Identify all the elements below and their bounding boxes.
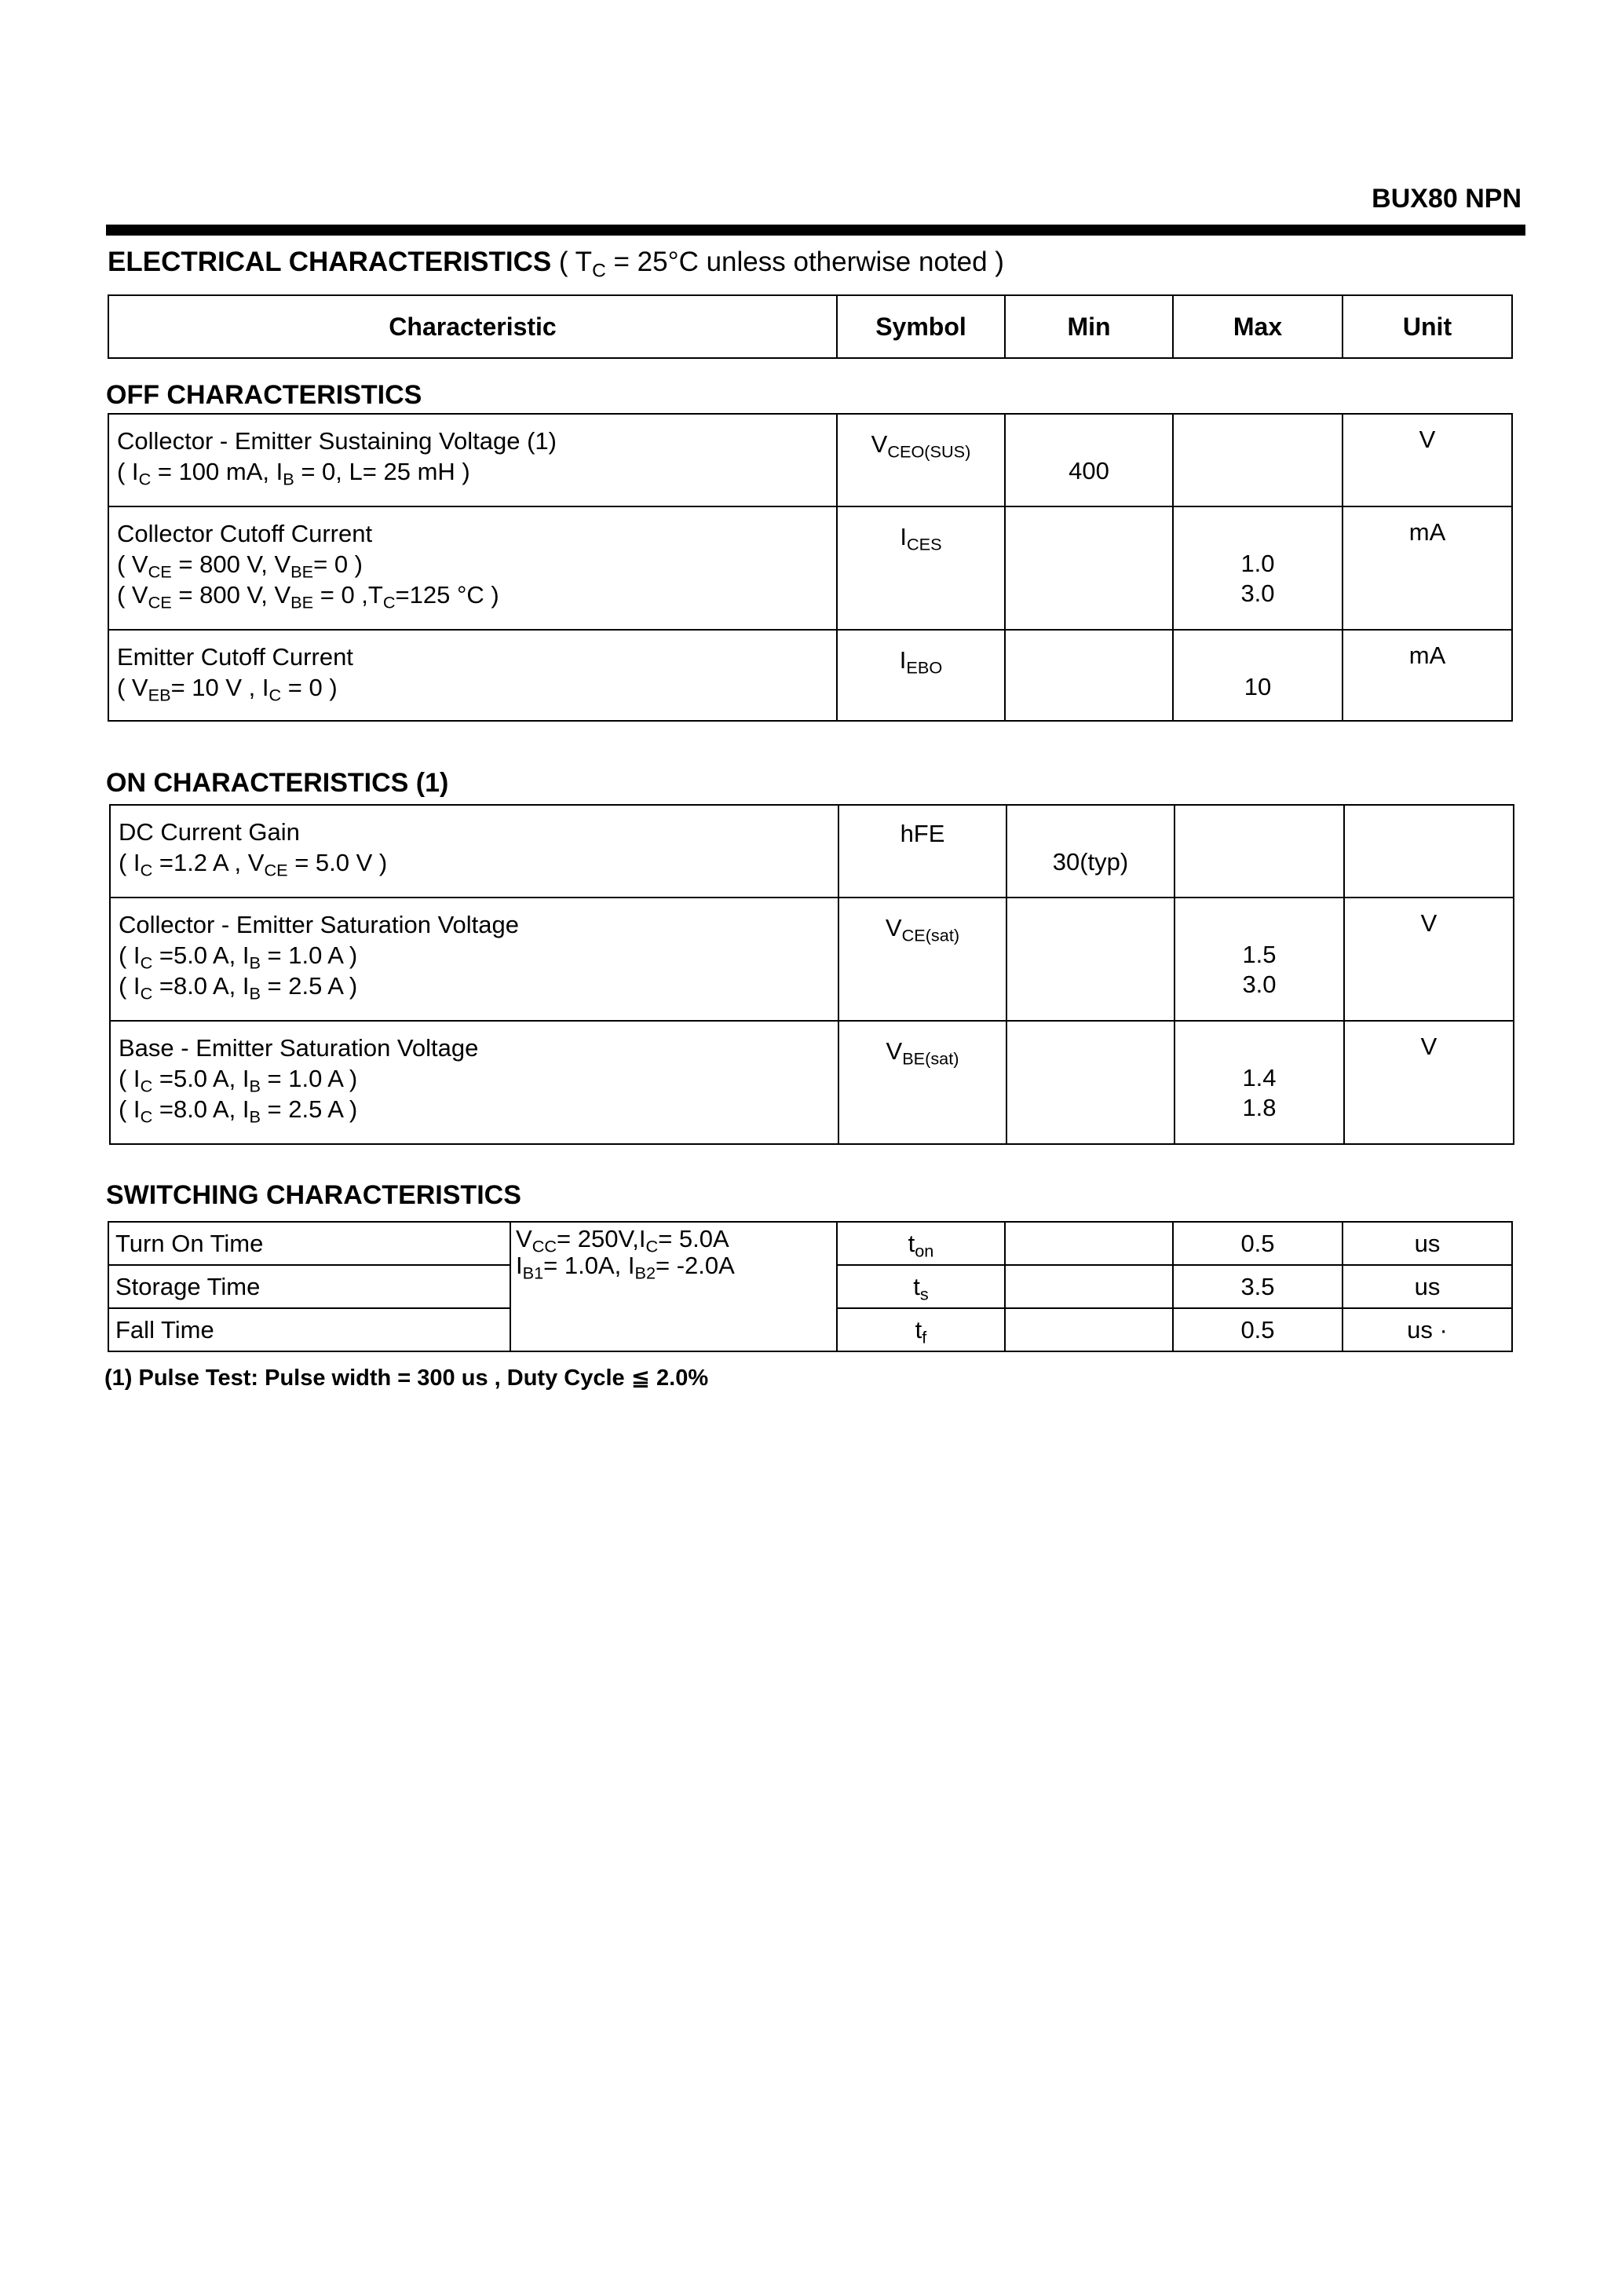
ices-condition-1: ( $V_{CE} = 800$ V, $V_{BE}= 0$ )	[117, 550, 363, 582]
column-header-table	[108, 294, 1513, 359]
switching-condition-2: $I_{B1}= 1.0A$, $I_{B2}= -2.0A$	[516, 1252, 735, 1283]
ices-condition-2: ( $V_{CE} = 800$ V, $V_{BE} = 0$ $,T_C=125$ °C )	[117, 581, 499, 612]
turn-on-time-max: 0.5	[1173, 1222, 1343, 1265]
iebo-symbol: $I_{EBO}$	[837, 630, 1005, 721]
vceo-unit: V	[1343, 414, 1512, 506]
vbesat-max-2: 1.8	[1242, 1094, 1277, 1121]
col-symbol: Symbol	[837, 295, 1005, 358]
vceo-name: Collector - Emitter Sustaining Voltage (1)	[117, 427, 557, 455]
iebo-max: 10	[1173, 630, 1343, 721]
vcesat-condition-1: ( $I_C =5.0$ A, $I_B = 1.0$ A )	[119, 941, 358, 973]
hfe-condition: ( $I_C =1.2$ A , $V_{CE} = 5.0$ V )	[119, 849, 388, 880]
on-characteristics-table	[109, 804, 1514, 1145]
vbesat-max-1: 1.4	[1242, 1064, 1277, 1091]
iebo-name: Emitter Cutoff Current	[117, 643, 353, 671]
turn-on-time-symbol: $t_{on}$	[837, 1222, 1005, 1265]
ices-max-2: 3.0	[1240, 579, 1275, 607]
table-row	[108, 414, 1512, 506]
table-row	[108, 630, 1512, 721]
vbesat-name: Base - Emitter Saturation Voltage	[119, 1034, 479, 1062]
turn-on-time-unit: us	[1343, 1222, 1512, 1265]
page-title	[108, 247, 1004, 282]
vceo-min: 400	[1005, 414, 1173, 506]
switching-characteristics-table	[108, 1221, 1513, 1352]
col-unit: Unit	[1343, 295, 1512, 358]
title-rest: = 25°C unless otherwise noted )	[605, 247, 1004, 277]
ices-name: Collector Cutoff Current	[117, 520, 373, 547]
vbesat-symbol: $V_{BE(sat)}$	[838, 1021, 1006, 1144]
vbesat-condition-2: ( $I_C =8.0$ A, $I_B = 2.5$ A )	[119, 1095, 358, 1127]
col-max: Max	[1173, 295, 1343, 358]
ices-symbol: $I_{CES}$	[837, 506, 1005, 630]
col-min: Min	[1005, 295, 1173, 358]
turn-on-time-label: Turn On Time	[108, 1222, 510, 1265]
table-row	[108, 506, 1512, 630]
vcesat-symbol: $V_{CE(sat)}$	[838, 898, 1006, 1021]
table-row	[110, 898, 1514, 1021]
col-characteristic: Characteristic	[108, 295, 837, 358]
ices-max-1: 1.0	[1240, 550, 1275, 577]
iebo-unit: mA	[1343, 630, 1512, 721]
vcesat-condition-2: ( $I_C =8.0$ A, $I_B = 2.5$ A )	[119, 972, 358, 1004]
footnote: (1) Pulse Test: Pulse width = 300 us , Duty Cycle ≦ 2.0%	[104, 1366, 709, 1391]
storage-time-unit: us	[1343, 1265, 1512, 1308]
vcesat-unit: V	[1344, 898, 1514, 1021]
part-number: BUX80 NPN	[1372, 184, 1522, 214]
vcesat-max-1: 1.5	[1242, 941, 1277, 968]
header-rule	[106, 225, 1525, 236]
vbesat-condition-1: ( $I_C =5.0$ A, $I_B = 1.0$ A )	[119, 1065, 358, 1096]
hfe-name: DC Current Gain	[119, 818, 300, 846]
fall-time-symbol: $t_f$	[837, 1308, 1005, 1351]
section-off: OFF CHARACTERISTICS	[106, 380, 422, 410]
fall-time-max: 0.5	[1173, 1308, 1343, 1351]
section-switching: SWITCHING CHARACTERISTICS	[106, 1180, 521, 1210]
hfe-min: 30(typ)	[1006, 805, 1174, 898]
section-on: ON CHARACTERISTICS (1)	[106, 768, 449, 798]
ices-unit: mA	[1343, 506, 1512, 630]
vbesat-unit: V	[1344, 1021, 1514, 1144]
title-open: ( T	[551, 247, 593, 277]
vceo-symbol: $V_{CEO(SUS)}$	[837, 414, 1005, 506]
storage-time-max: 3.5	[1173, 1265, 1343, 1308]
vcesat-name: Collector - Emitter Saturation Voltage	[119, 911, 520, 938]
hfe-symbol: hFE	[838, 805, 1006, 898]
title-sub: C	[592, 260, 606, 282]
iebo-condition: ( $V_{EB}= 10$ V , $I_C = 0$ )	[117, 674, 338, 705]
title-main: ELECTRICAL CHARACTERISTICS	[108, 247, 552, 277]
vceo-condition: ( $I_C = 100$ mA, $I_B = 0$, L= 25 mH )	[117, 458, 470, 489]
off-characteristics-table	[108, 413, 1513, 722]
fall-time-label: Fall Time	[108, 1308, 510, 1351]
storage-time-label: Storage Time	[108, 1265, 510, 1308]
switching-condition-1: $V_{CC}= 250V,I_C= 5.0A$	[516, 1225, 729, 1256]
table-row	[108, 1222, 1512, 1265]
storage-time-symbol: $t_s$	[837, 1265, 1005, 1308]
table-row	[110, 1021, 1514, 1144]
fall-time-unit: us ·	[1343, 1308, 1512, 1351]
vcesat-max-2: 3.0	[1242, 971, 1277, 998]
table-row	[110, 805, 1514, 898]
